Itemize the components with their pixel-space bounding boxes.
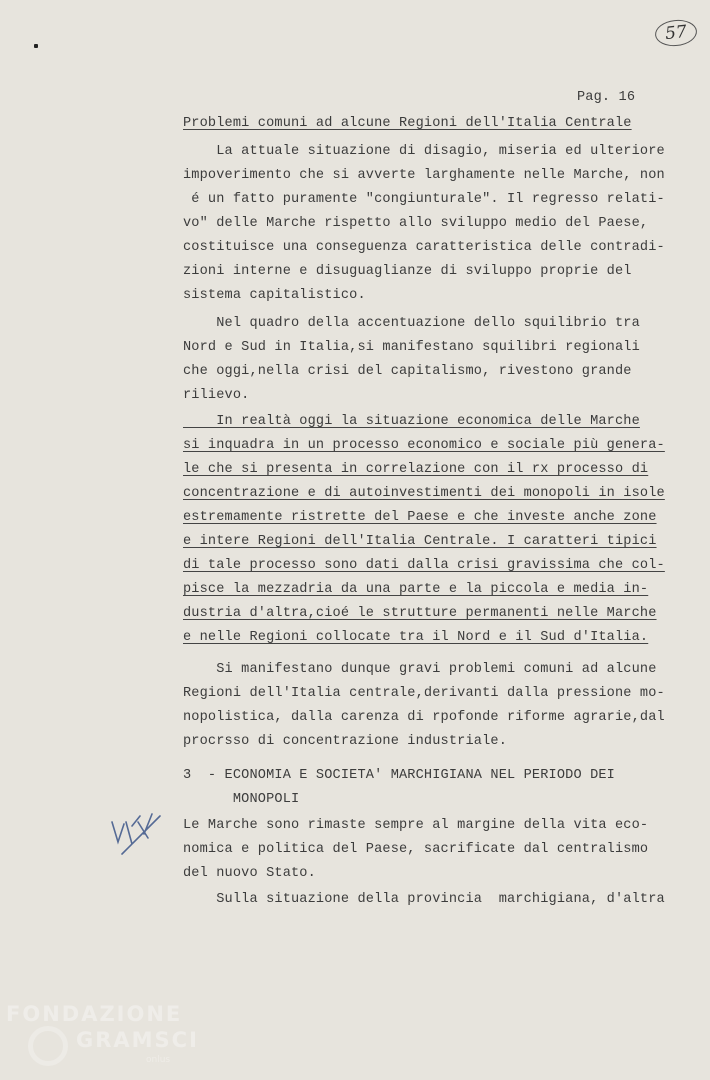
underlined-line: di tale processo sono dati dalla crisi gravissima che col- — [183, 558, 665, 573]
underlined-line: e intere Regioni dell'Italia Centrale. I caratteri tipici — [183, 534, 657, 549]
underlined-line: dustria d'altra,cioé le strutture permanenti nelle Marche — [183, 606, 657, 621]
watermark-line-2: GRAMSCI — [76, 1028, 199, 1052]
text-line: Nel quadro della accentuazione dello squilibrio tra — [183, 316, 640, 331]
underlined-line: estremamente ristrette del Paese e che investe anche zone — [183, 510, 657, 525]
text-line: Nord e Sud in Italia,si manifestano squilibri regionali — [183, 340, 640, 355]
text-line: del nuovo Stato. — [183, 866, 316, 881]
text-line: zioni interne e disuguaglianze di sviluppo proprie del — [183, 264, 632, 279]
underlined-line: le che si presenta in correlazione con il rx processo di — [183, 462, 649, 477]
section-3-heading: 3 - ECONOMIA E SOCIETA' MARCHIGIANA NEL PERIODO DEI — [183, 768, 615, 783]
text-line: vo" delle Marche rispetto allo sviluppo medio del Paese, — [183, 216, 649, 231]
text-line: impoverimento che si avverte larghamente nelle Marche, non — [183, 168, 665, 183]
underlined-line: In realtà oggi la situazione economica delle Marche — [183, 414, 640, 429]
watermark-line-3: onlus — [146, 1055, 171, 1065]
folio-number: 57 — [664, 21, 688, 45]
text-line: sistema capitalistico. — [183, 288, 366, 303]
text-line: costituisce una conseguenza caratteristica delle contradi- — [183, 240, 665, 255]
text-line: nopolistica, dalla carenza di rpofonde riforme agrarie,dal — [183, 710, 665, 725]
ink-speck — [34, 44, 38, 48]
text-line: rilievo. — [183, 388, 250, 403]
watermark-line-1: FONDAZIONE — [6, 1002, 183, 1026]
text-line: nomica e politica del Paese, sacrificate dal centralismo — [183, 842, 649, 857]
section-heading: Problemi comuni ad alcune Regioni dell'Italia Centrale — [183, 116, 632, 131]
text-line: Le Marche sono rimaste sempre al margine della vita eco- — [183, 818, 649, 833]
text-line: Sulla situazione della provincia marchigiana, d'altra — [183, 892, 665, 907]
underlined-line: pisce la mezzadria da una parte e la piccola e media in- — [183, 582, 649, 597]
underlined-line: si inquadra in un processo economico e sociale più genera- — [183, 438, 665, 453]
page-label: Pag. 16 — [577, 90, 636, 105]
text-line: é un fatto puramente "congiunturale". Il regresso relati- — [183, 192, 665, 207]
underlined-line: e nelle Regioni collocate tra il Nord e il Sud d'Italia. — [183, 630, 649, 645]
handwritten-margin-mark — [108, 808, 164, 858]
text-line: Si manifestano dunque gravi problemi comuni ad alcune — [183, 662, 657, 677]
text-line: Regioni dell'Italia centrale,derivanti dalla pressione mo- — [183, 686, 665, 701]
text-line: che oggi,nella crisi del capitalismo, rivestono grande — [183, 364, 632, 379]
folio-stamp — [654, 18, 698, 48]
text-line: La attuale situazione di disagio, miseria ed ulteriore — [183, 144, 665, 159]
section-3-heading-cont: MONOPOLI — [183, 792, 300, 807]
watermark-logo-icon — [28, 1026, 68, 1066]
text-line: procrsso di concentrazione industriale. — [183, 734, 507, 749]
underlined-line: concentrazione e di autoinvestimenti dei monopoli in isole — [183, 486, 665, 501]
